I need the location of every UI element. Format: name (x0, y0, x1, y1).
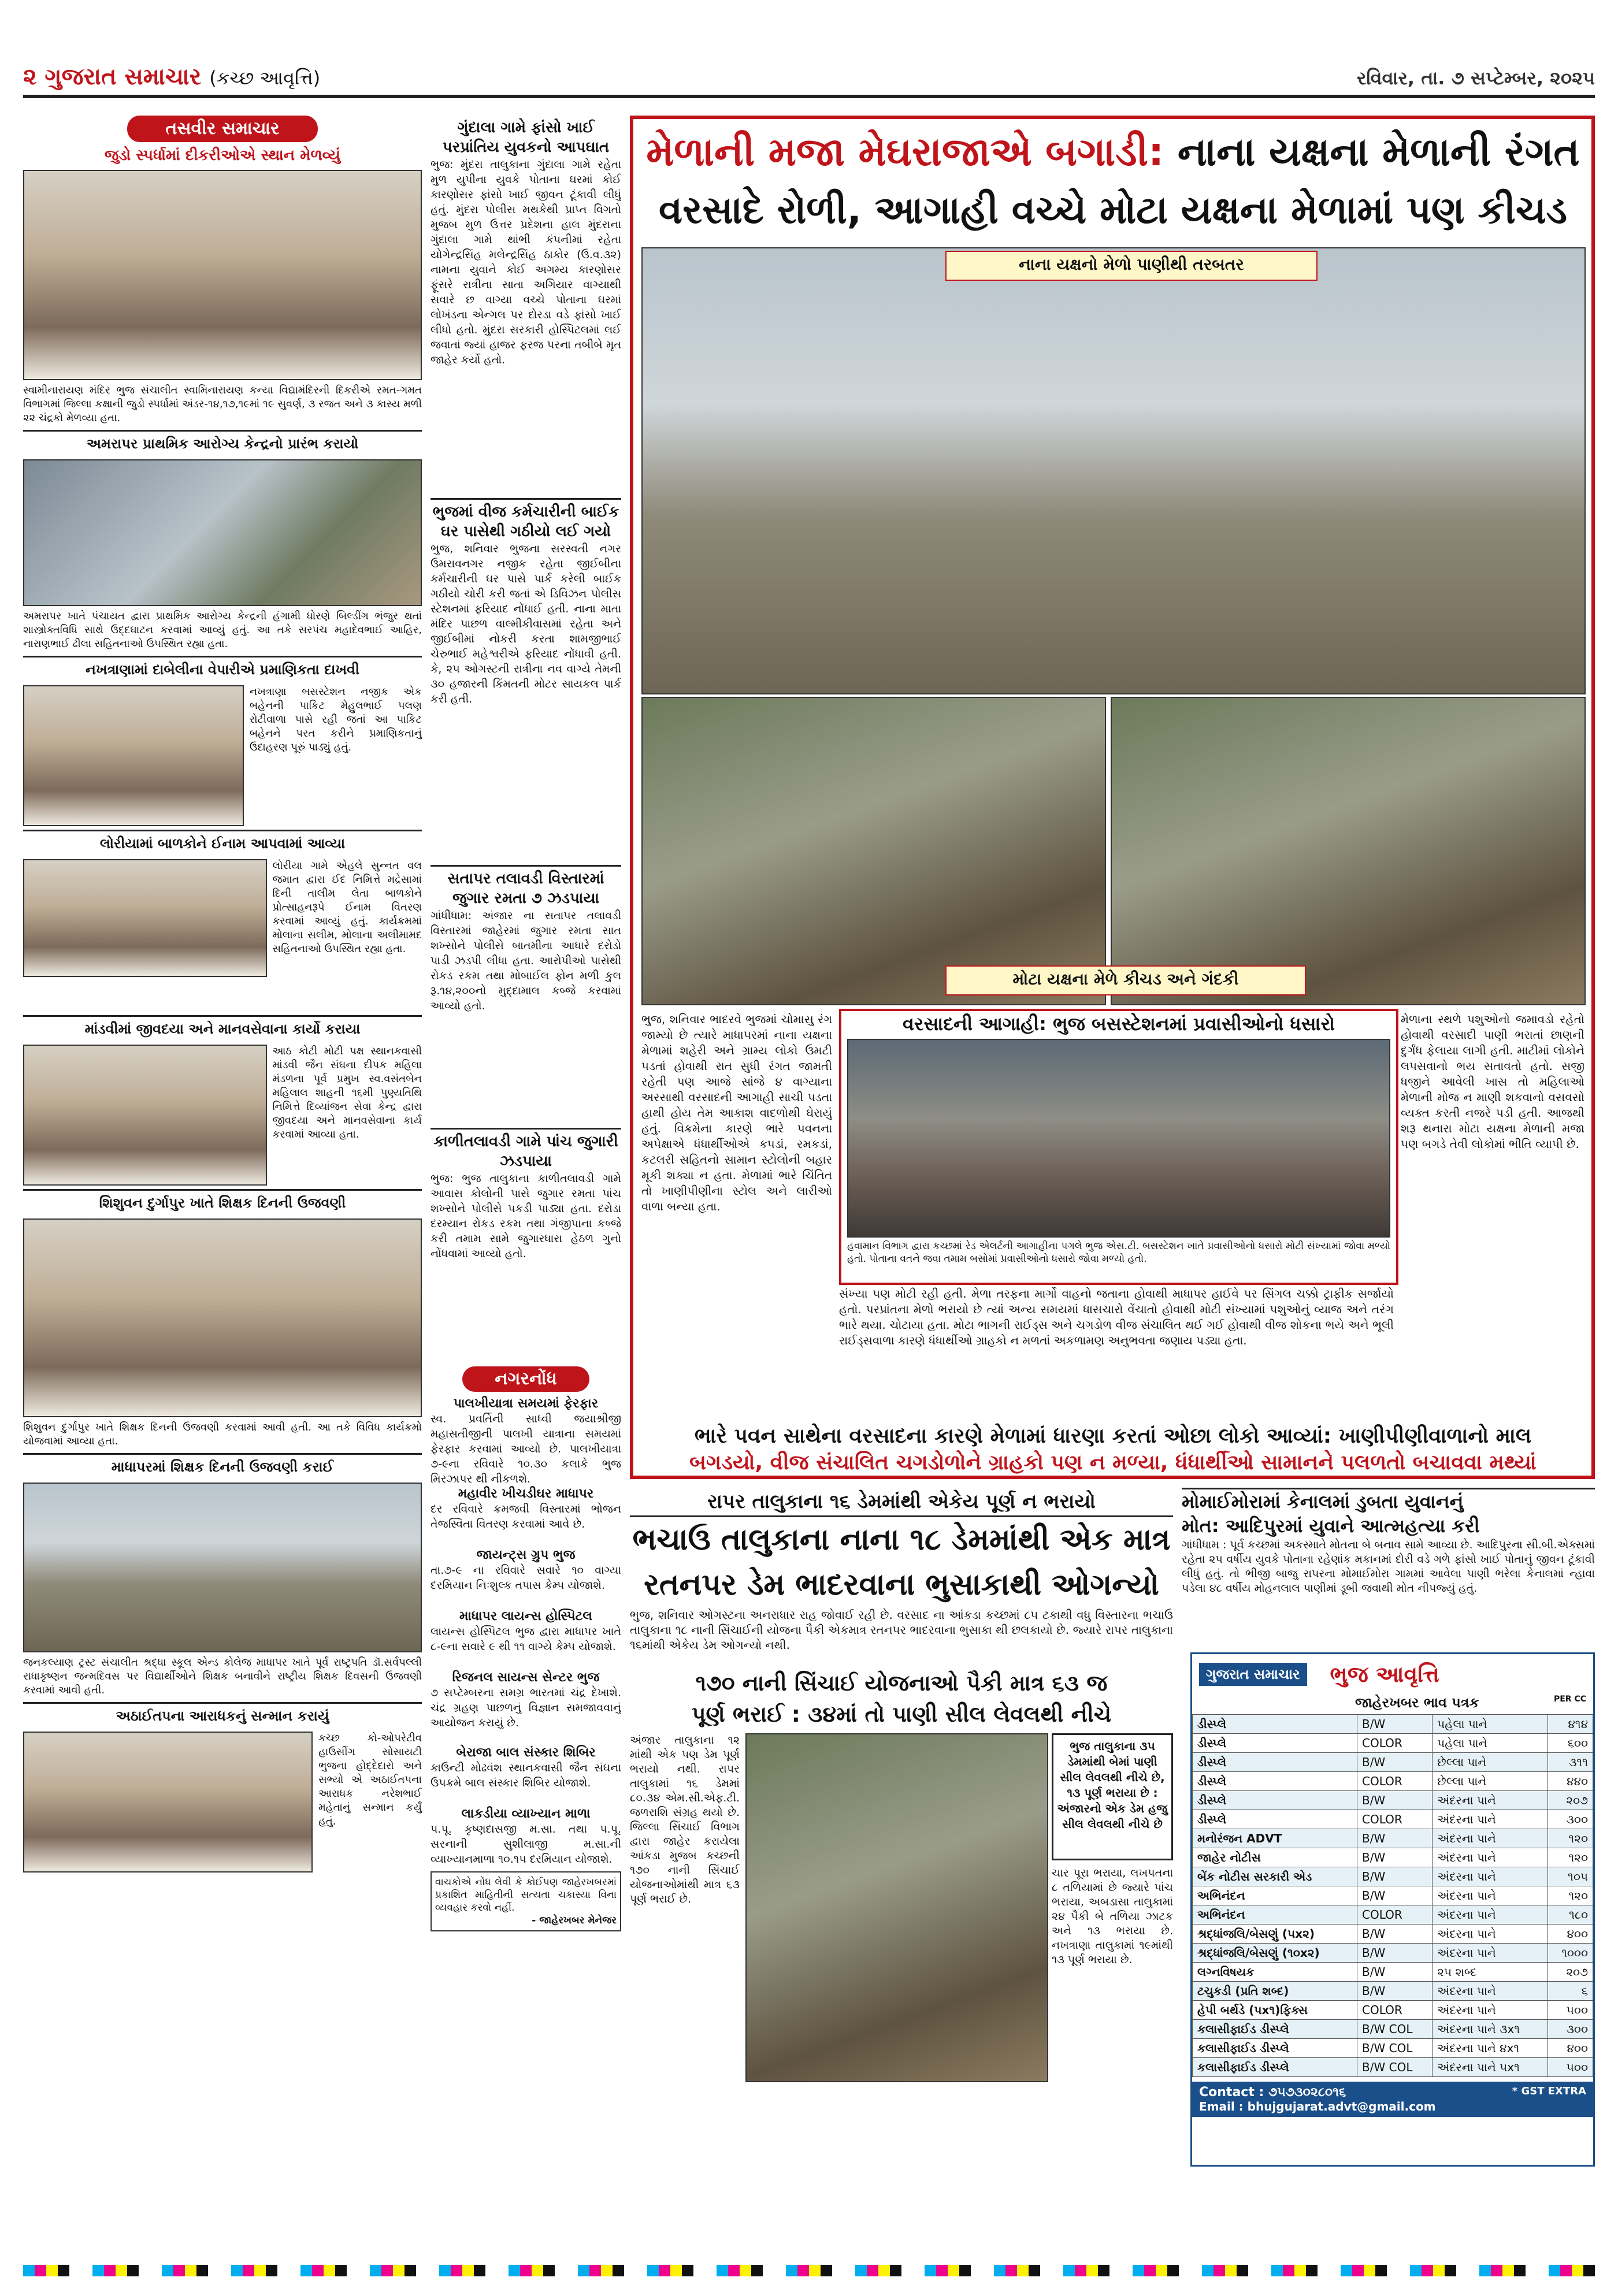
rate-cell: પહેલા પાને (1433, 1715, 1548, 1734)
nondh-title-5: બેરાજા બાલ સંસ્કાર શિબિર (456, 1745, 596, 1760)
rate-cell: B/W COL (1357, 2058, 1433, 2077)
lead-headline-1 (639, 124, 1587, 181)
rate-cell: અંદરના પાને (1433, 1810, 1548, 1829)
rate-cell: શ્રદ્ધાંજલિ/બેસણું (૧૦x૨) (1193, 1944, 1357, 1963)
issue-date: રવિવાર, તા. ૭ સપ્ટેમ્બર, ૨૦૨૫ (1356, 67, 1595, 89)
rate-card-contact (1192, 2082, 1593, 2117)
loriya-row (23, 859, 422, 1015)
rate-cell: બેંક નોટીસ સરકારી એડ (1193, 1867, 1357, 1886)
photo-judo-girls (23, 170, 422, 380)
masthead (23, 64, 1595, 98)
rate-cell: ૩૦૦ (1548, 1810, 1593, 1829)
rate-cell: COLOR (1357, 1905, 1433, 1925)
photo-bus-station-crowd (847, 1039, 1390, 1238)
section-badge-nagarnondh: નગરનોંધ (462, 1366, 589, 1392)
news-column-2 (431, 116, 621, 2167)
rate-row (1193, 1753, 1593, 1772)
canal-body: ગાંધીધામ : પૂર્વ કચ્છમાં અકસ્માતે મોતના બે બનાવ સામે આવ્યા છે. આદિપુરના સી.બી.એક્સમાં રહેતા ૨૫ વર્ષીય યુવકે પોતાના રહેણાંક મકાનમાં દોરી વડે ગળે ફાંસો ખાઈ પોતાનું જીવન ટૂંકાવી લીધું હતું. તો ભીજી બાજુ રાપરના મોમાઈમોરા ગામમાં આવેલા પાણી ભરેલા કેનાલમાં ન્હાવા પડેલા ૪૮ વર્ષીય મોહનલાલ પાણીમાં ડૂબી જવાથી મોત નીપજ્યું હતું. (1182, 1539, 1595, 1595)
nondh-body-0: સ્વ. પ્રવર્તિની સાધ્વી જયાશ્રીજી મહાસતીજીની પાલખી યાત્રાના સમયમાં ફેરફાર કરવામાં આવ્યો છે. પાલખીયાત્રા ૭-૯ના રવિવારે ૧૦.૩૦ કલાકે ભુજ મિરઝાપર થી નીકળશે. (431, 1413, 621, 1485)
rate-row (1193, 1944, 1593, 1963)
caption-loriya: લોરીયા ગામે એહલે સુન્નત વલ જમાત દ્વારા ઈદ નિમિત્તે મદ્રેસામાં દિની તાલીમ લેતા બાળકોને પ્રોત્સાહનરૂપે ઈનામ વિતરણ કરવામાં આવ્યું હતું. કાર્યક્રમમાં મોલાના સલીમ, મોલાના અલીમામદ સહિતનાઓ ઉપસ્થિત રહ્યા હતા. (272, 860, 422, 955)
rate-cell: B/W (1357, 1886, 1433, 1905)
story-title-satapar-gambling: સતાપર તલાવડી વિસ્તારમાં જુગાર રમતા ૭ ઝડપાયા (431, 865, 621, 908)
story-body-kalitalavdi: ભુજ: ભુજ તાલુકાના કાળીતલાવડી ગામે આવાસ કોલોની પાસે જુગાર રમતા પાંચ શખ્સોને પોલીસે પકડી પાડ્યા હતા. દરોડા દરમ્યાન રોકડ રકમ તથા ગંજીપાના કબ્જે કરી તમામ સામે જુગારધારા હેઠળ ગુનો નોંધવામાં આવ્યો હતો. (431, 1172, 621, 1260)
print-registration-marks (23, 2265, 1595, 2276)
rate-cell: લગ્નવિષયક (1193, 1963, 1357, 1982)
rate-cell: અંદરના પાને (1433, 1886, 1548, 1905)
story-body-bike-theft: ભુજ, શનિવાર ભુજના સરસ્વતી નગર ઉમરાવનગર નજીક રહેતા જીઈબીના કર્મચારીની ઘર પાસે પાર્ક કરેલી બાઈક ગઠીયો ચોરી કરી જતાં એ ડિવિઝન પોલીસ સ્ટેશનમાં ફરિયાદ નોંધાઈ હતી. નાના માતા મંદિર પાછળ વાલ્મીકીવાસમાં રહેતા અને જીઈબીમાં નોકરી કરતા શામજીભાઈ ચેરુભાઈ મહેશ્વરીએ ફરિયાદ નોંધાવી હતી. કે, ૨૫ ઓગસ્ટની રાત્રીના નવ વાગ્યે તેમની ૩૦ હજારની કિંમતની મોટર સાયકલ પાર્ક કરી હતી. (431, 543, 621, 705)
rate-row (1193, 1715, 1593, 1734)
section-badge-photo-news: તસવીર સમાચાર (127, 116, 318, 142)
rate-cell: અંદરના પાને (1433, 1925, 1548, 1944)
story-title-bike-theft: ભુજમાં વીજ કર્મચારીની બાઈક ઘર પાસેથી ગઠીયો લઈ ગયો (431, 498, 621, 541)
rate-cell: કલાસીફાઈડ ડીસ્પ્લે (1193, 2020, 1357, 2039)
lead-headline-1-black: નાના યક્ષના મેળાની રંગત (1177, 129, 1580, 175)
rate-cell: ૧૦૫ (1548, 1867, 1593, 1886)
rate-cell: ૨૦૭ (1548, 1963, 1593, 1982)
rate-cell: ૧૨૦ (1548, 1829, 1593, 1848)
rate-cell: ૬ (1548, 1982, 1593, 2001)
ad-disclaimer: વાચકોએ નોંધ લેવી કે કોઈપણ જાહેરખબરમાં પ્રકાશિત માહિતીની સત્યતા ચકાસ્યા વિના વ્યવહાર કરવો નહીં. (435, 1877, 617, 1914)
rate-row (1193, 1734, 1593, 1753)
caption-shishuvan: શિશુવન દુર્ગાપુર ખાતે શિક્ષક દિનની ઉજવણી કરવામાં આવી હતી. આ તકે વિવિધ કાર્યક્રમો યોજવામાં આવ્યા હતા. (23, 1421, 422, 1447)
dam-callout: ભુજ તાલુકાના ૩૫ ડેમમાંથી બેમાં પાણી સીલ લેવલથી નીચે છે, ૧૩ પૂર્ણ ભરાયા છે : અંજારનો એક ડેમ હજુ સીલ લેવલથી નીચે છે (1052, 1733, 1173, 1860)
item-title-shishuvan: શિશુવન દુર્ગાપુર ખાતે શિક્ષક દિનની ઉજવણી (23, 1189, 422, 1218)
rate-cell: B/W (1357, 1982, 1433, 2001)
lead-bottom-banner-2: બગડયો, વીજ સંચાલિત ચગડોળોને ગ્રાહકો પણ ન મળ્યા, ધંધાર્થીઓ સામાનને પલળતો બચાવવા મથ્યાં (689, 1451, 1537, 1474)
rate-row (1193, 1925, 1593, 1944)
rate-cell: ૧૨૦ (1548, 1886, 1593, 1905)
rate-row (1193, 2039, 1593, 2058)
rate-row (1193, 1772, 1593, 1791)
rate-cell: હેપી બર્થડે (૫x૧)ફિક્સ (1193, 2001, 1357, 2020)
rate-cell: ૪૪૦ (1548, 1772, 1593, 1791)
canal-title-2: મોત: આદિપુરમાં યુવાને આત્મહત્યા કરી (1182, 1515, 1480, 1537)
rate-cell: કલાસીફાઈડ ડીસ્પ્લે (1193, 2058, 1357, 2077)
caption-nakhatrana: નખત્રાણા બસસ્ટેશન નજીક એક બહેનની પાકિટ મેહુલભાઈ પલણ રોટીવાળા પાસે રહી જતાં આ પાકિટ બહેનને પરત કરીને પ્રમાણિકતાનું ઉદાહરણ પૂરું પાડ્યું હતું. (249, 686, 422, 753)
rate-cell: અભિનંદન (1193, 1886, 1357, 1905)
nondh-title-2: જાયન્ટ્સ ગ્રુપ ભુજ (476, 1548, 576, 1562)
item-title-loriya: લોરીયામાં બાળકોને ઈનામ આપવામાં આવ્યા (23, 830, 422, 859)
rate-row (1193, 1982, 1593, 2001)
rate-cell: ૨૫ શબ્દ (1433, 1963, 1548, 1982)
rate-row (1193, 1886, 1593, 1905)
photo-mandvi-seva (23, 1045, 267, 1186)
paper-name: ગુજરાત સમાચાર (44, 64, 202, 90)
rate-cell: B/W (1357, 1925, 1433, 1944)
rate-cell: ટચુકડી (પ્રતિ શબ્દ) (1193, 1982, 1357, 2001)
nondh-title-0: પાલખીયાત્રા સમયમાં ફેરફાર (453, 1396, 599, 1411)
edition-label: (કચ્છ આવૃત્તિ) (209, 67, 321, 89)
canal-title-1: મોમાઈમોરામાં કેનાલમાં ડુબતા યુવાનનું (1182, 1488, 1595, 1514)
page-number: ૨ (23, 64, 37, 90)
rate-cell: COLOR (1357, 1772, 1433, 1791)
dam-kicker: રાપર તાલુકાના ૧૬ ડેમમાંથી એકેય પૂર્ણ ન ભરાયો (630, 1488, 1173, 1517)
rate-cell: અંદરના પાને (1433, 1944, 1548, 1963)
dam-intro: ભુજ, શનિવાર ઓગસ્ટના અનરાધાર રાહ જોવાઈ રહી છે. વરસાદ ના આંકડા કચ્છમાં ૮૫ ટકાથી વધુ વિસ્તારના ભચાઉ તાલુકાના ૧૮ નાની સિંચાઈની યોજના પૈકી એકમાત્ર રતનપર ભાદરવાના ભુસાકા થી છલકાયો છે. જ્યારે રાપર તાલુકાના ૧૬માંથી એકેય ડેમ ઓગન્યો નથી. (630, 1608, 1173, 1652)
nondh-body-5: કાઉન્ટી મોઢવંશ સ્થાનકવાસી જૈન સંઘના ઉપક્રમે બાલ સંસ્કાર શિબિર યોજાશે. (431, 1762, 621, 1789)
rate-cell: ૨૦૭ (1548, 1791, 1593, 1810)
item-title-mandvi: માંડવીમાં જીવદયા અને માનવસેવાના કાર્યો કરાયા (23, 1015, 422, 1045)
photo-mota-yaksh-mud-1 (641, 697, 1106, 1005)
ad-disclaimer-box (431, 1871, 621, 1931)
dam-headline-1: ભચાઉ તાલુકાના નાના ૧૮ ડેમમાંથી એક માત્ર (632, 1522, 1171, 1557)
item-title-judo: જુડો સ્પર્ધામાં દીકરીઓએ સ્થાન મેળવ્યું (104, 147, 341, 164)
canal-drowning-story (1182, 1488, 1595, 1644)
rate-cell: અભિનંદન (1193, 1905, 1357, 1925)
rate-cell: છેલ્લા પાને (1433, 1753, 1548, 1772)
photo-athai-honour (23, 1732, 313, 1873)
dam-story (630, 1488, 1173, 2169)
rate-card-subtitle: જાહેરખબર ભાવ પત્રક (1355, 1695, 1479, 1711)
rate-cell: B/W (1357, 1963, 1433, 1982)
rate-cell: ૪૦૦ (1548, 1925, 1593, 1944)
photo-shishuvan-teachers-day (23, 1218, 422, 1417)
caption-athai: કચ્છ કો-ઓપરેટીવ હાઉસીંગ સોસાયટી ભુજના હોદ્દેદારો અને સભ્યો એ અઠાઈતપના આરાધક નરેશભાઈ મહેતાનું સન્માન કર્યું હતું. (318, 1732, 422, 1827)
nondh-title-6: લાકડીયા વ્યાખ્યાન માળા (461, 1807, 591, 1821)
rate-cell: ૧૦૦૦ (1548, 1944, 1593, 1963)
rate-row (1193, 1963, 1593, 1982)
rate-cell: ૪૦૦ (1548, 2039, 1593, 2058)
nondh-body-1: દર રવિવારે ક્રમજવી વિસ્તારમાં ભોજન તેજસ્વિતા વિતરણ કરવામાં આવે છે. (431, 1503, 621, 1530)
gst-note: * GST EXTRA (1512, 2085, 1586, 2097)
dam-subhead-2: પૂર્ણ ભરાઈ : ૩૪માં તો પાણી સીલ લેવલથી નીચે (691, 1701, 1112, 1727)
lead-bottom-banner-1: ભારે પવન સાથેના વરસાદના કારણે મેળામાં ધારણા કરતાં ઓછા લોકો આવ્યાં: ખાણીપીણીવાળાનો માલ (694, 1424, 1532, 1448)
rate-card-title: ભુજ આવૃત્તિ (1330, 1661, 1439, 1687)
rate-cell: B/W (1357, 1848, 1433, 1867)
photo-ratanpar-dam (745, 1733, 1048, 2082)
rate-card-header (1192, 1654, 1593, 1695)
nakhatrana-row (23, 685, 422, 830)
rate-cell: અંદરના પાને (1433, 2001, 1548, 2020)
rate-cell: ૧૨૦ (1548, 1848, 1593, 1867)
photo-loriya-children (23, 859, 267, 977)
nondh-title-3: માધાપર લાયન્સ હોસ્પિટલ (459, 1609, 593, 1623)
rate-cell: ૧૮૦ (1548, 1905, 1593, 1925)
photo-label-nana-yaksh: નાના યક્ષનો મેળો પાણીથી તરબતર (945, 251, 1318, 281)
dam-subhead-1: ૧૭૦ નાની સિંચાઈ યોજનાઓ પૈકી માત્ર ૬૩ જ (695, 1670, 1108, 1696)
lead-body-right: મેળાના સ્થળે પશુઓનો જમાવડો રહેતો હોવાથી વરસાદી પાણી ભરાતાં છાણની દુર્ગંધ ફેલાયા લાગી હતી. માટીમાં લોકોને લપસવાનો ભય સતાવતો હતો. સજી ધજીને આવેલી ખાસ તો મહિલાઓ મેળાની મોજ ન માણી શકવાનો વસવસો વ્યક્ત કરતી નજરે પડી હતી. આજથી શરૂ થનારા મોટા યક્ષના મેળાની મજા પણ બગડે તેવી લોકોમાં ભીતિ વ્યાપી છે. (1401, 1012, 1584, 1151)
dam-body-2: ચાર પૂરા ભરાયા, લખપતના ૮ તળિયામાં છે જ્યારે પાંચ ભરાયા, અબડાસા તાલુકામાં ૨૪ પૈકી બે તળિયા ઝાટક અને ૧૩ ભરાયા છે. નખત્રાણા તાલુકામાં ૧૯માંથી ૧૩ પૂર્ણ ભરાયા છે. (1052, 1867, 1173, 1966)
rate-cell: COLOR (1357, 1734, 1433, 1753)
photo-mota-yaksh-mud-2 (1111, 697, 1586, 1005)
rate-cell: ડીસ્પ્લે (1193, 1734, 1357, 1753)
rate-cell: ૫૦૦ (1548, 2058, 1593, 2077)
rate-cell: ડીસ્પ્લે (1193, 1772, 1357, 1791)
story-body-gundala: ભુજ: મુંદરા તાલુકાના ગુંદાલા ગામે રહેતા મુળ યુપીના યુવકે પોતાના ઘરમાં કોઈ કારણોસર ફાંસો ખાઈ જીવન ટૂંકાવી લીધું હતું. મુંદરા પોલીસ મથકેથી પ્રાપ્ત વિગતો મુજબ મુળ ઉત્તર પ્રદેશના હાલ મુંદરાના ગુંદાલા ગામે થાંભી કંપનીમાં રહેતા યોગેન્દ્રસિંહ મલેન્દ્રસિંહ ઠાકોર (ઉ.વ.૩૨) નામના યુવાને કોઈ અગમ્ય કારણોસર ફૂંસરે રાત્રીના સાતા અગિયાર વાગ્યાથી સવારે છ વાગ્યા વચ્ચે પોતાના ઘરમાં લોખંડના એન્ગલ પર દોરડા વડે ફાંસો ખાઈ લીધો હતો. મુંદરા સરકારી હોસ્પિટલમાં લઈ જવાતાં જ્યાં હાજર ફરજ પરના તબીબે મૃત જાહેર કર્યો હતો. (431, 158, 621, 366)
rate-cell: કલાસીફાઈડ ડીસ્પ્લે (1193, 2039, 1357, 2058)
rate-cell: ૫૦૦ (1548, 2001, 1593, 2020)
rate-cell: ડીસ્પ્લે (1193, 1753, 1357, 1772)
athai-row (23, 1732, 422, 1876)
rate-card-logo: ગુજરાત સમાચાર (1199, 1663, 1307, 1686)
email-label: Email : (1199, 2100, 1244, 2113)
rate-cell: અંદરના પાને (1433, 1848, 1548, 1867)
story-body-satapar-gambling: ગાંધીધામ: અંજાર ના સતાપર તલાવડી વિસ્તારમાં જાહેરમાં જુગાર રમતા સાત શખ્સોને પોલીસે બાતમીના આધારે દરોડો પાડી ઝડપી લીધા હતા. આરોપીઓ પાસેથી રોકડ રકમ તથા મોબાઈલ ફોન મળી કુલ રૂ.૧૪,૨૦૦નો મુદ્દામાલ કબ્જે કરવામાં આવ્યો હતો. (431, 909, 621, 1012)
mandvi-row (23, 1045, 422, 1189)
nondh-body-6: પ.પૂ. કૃષ્ણદાસજી મ.સા. તથા પ.પૂ. સરનાની સુશીલાજી મ.સા.ની વ્યાખ્યાનમાળા ૧૦.૧૫ દરમિયાન યોજાશે. (431, 1823, 621, 1866)
caption-madhapar: જનકલ્યાણ ટ્રસ્ટ સંચાલીત શ્રદ્ધા સ્કૂલ એન્ડ કોલેજ માધાપર ખાતે પૂર્વ રાષ્ટ્રપતિ ડૉ.સર્વપલ્લી રાધાકૃષ્ણન જન્મદિવસ પર વિદ્યાર્થીઓને શિક્ષક બનાવીને રાષ્ટ્રીય શિક્ષક દિવસની ઉજવણી કરવામાં આવી હતી. (23, 1656, 422, 1696)
rate-cell: ૩૧૧ (1548, 1753, 1593, 1772)
rate-cell: છેલ્લા પાને (1433, 1772, 1548, 1791)
dam-body: અંજાર તાલુકાના ૧૨ માંથી એક પણ ડેમ પૂર્ણ ભરાયો નથી. રાપર તાલુકામાં ૧૬ ડેમમાં ૮૦.૩૪ એમ.સી.એફ.ટી. જળરાશિ સંગ્રહ થયો છે. જિલ્લા સિંચાઈ વિભાગ દ્વારા જાહેર કરાયેલા આંકડા મુજબ કચ્છની ૧૭૦ નાની સિંચાઈ યોજનાઓમાંથી માત્ર ૬૩ પૂર્ણ ભરાઈ છે. (630, 1734, 740, 1905)
rate-cell: B/W (1357, 1944, 1433, 1963)
caption-amrapar: અમરાપર ખાતે પંચાયત દ્વારા પ્રાથમિક આરોગ્ય કેન્દ્રની હંગામી ધોરણે બિલ્ડીંગ ભંજુર થતાં શાસ્ત્રોક્તવિધિ સાથે ઉદ્દઘાટન કરવામાં આવ્યું હતું. આ તકે સરપંચ મહાદેવભાઈ આહિર, નારાણભાઈ ઢીલા સહિતનાઓ ઉપસ્થિત રહ્યા હતા. (23, 610, 422, 650)
rate-cell: COLOR (1357, 1810, 1433, 1829)
photo-label-mota-yaksh: મોટા યક્ષના મેળે કીચડ અને ગંદકી (945, 965, 1306, 995)
rate-cell: B/W COL (1357, 2020, 1433, 2039)
contact-label: Contact : (1199, 2085, 1264, 2100)
rate-row (1193, 1810, 1593, 1829)
rate-card-per-cc: PER CC (1553, 1695, 1586, 1704)
contact-email-row (1199, 2100, 1586, 2113)
rate-cell: પહેલા પાને (1433, 1734, 1548, 1753)
nondh-title-4: રિજનલ સાયન્સ સેન્ટર ભુજ (452, 1670, 600, 1685)
rate-row (1193, 2020, 1593, 2039)
bus-station-caption: હવામાન વિભાગ દ્વારા કચ્છમાં રેડ એલર્ટની આગાહીના પગલે ભુજ એસ.ટી. બસસ્ટેશન ખાતે પ્રવાસીઓનો ધસારો મોટી સંખ્યામાં જોવા મળ્યો હતો. પોતાના વતને જવા તમામ બસોમાં પ્રવાસીઓનો ધસારો જોવા મળ્યો હતો. (847, 1240, 1390, 1265)
rate-cell: અંદરના પાને (1433, 1829, 1548, 1848)
rate-row (1193, 1829, 1593, 1848)
rate-row (1193, 1791, 1593, 1810)
ad-manager-sign: - જાહેરખબર મેનેજર (532, 1915, 617, 1926)
caption-judo: સ્વામીનારાયણ મંદિર ભુજ સંચાલીત સ્વામિનારાયણ કન્યા વિદ્યામંદિરની દિકરીએ રમત-ગમત વિભાગમાં જિલ્લા કક્ષાની જુડો સ્પર્ધામાં અંડર-૧૪,૧૭,૧૯માં ૧૯ સુવર્ણ, ૩ રજત અને ૩ કાસ્ય મળી ૨૨ ચંદ્રકો મેળવ્યા હતા. (23, 384, 422, 424)
rate-row (1193, 2001, 1593, 2020)
dam-body-area (630, 1730, 1173, 2088)
story-title-kalitalavdi: કાળીતલાવડી ગામે પાંચ જુગારી ઝડપાયા (431, 1128, 621, 1171)
rate-cell: ૩૦૦ (1548, 2020, 1593, 2039)
rate-cell: B/W (1357, 1829, 1433, 1848)
item-title-athai: અઠાઈતપના આરાધકનું સન્માન કરાયું (23, 1702, 422, 1732)
rate-row (1193, 1848, 1593, 1867)
contact-email[interactable]: bhujgujarat.advt@gmail.com (1247, 2100, 1436, 2113)
item-title-amrapar: અમરાપર પ્રાથમિક આરોગ્ય કેન્દ્રનો પ્રારંભ કરાયો (23, 430, 422, 459)
rate-cell: B/W (1357, 1867, 1433, 1886)
lead-body-bottom: સંખ્યા પણ મોટી રહી હતી. મેળા તરફના માર્ગો વાહનો જતાના હોવાથી માધાપર હાઈવે પર સિંગલ ચક્કો ટ્રાફીક સર્જાયો હતો. પરપ્રાંતના મેળો ભરાયો છે ત્યાં અન્ય સમયમાં ધાસચારો વેંચાતો હોવાથી મોટી સંખ્યામાં પશુઓનું વ્યાજ અને તરંગ ભારે થયા. ચોટાયા હતા. મોટા ભાગની રાઈડ્સ અને ચગડોળ વીજ સંચાલિત થઈ ગઈ હોવાથી વીજ શોકના ભયે અને ભૂલી રાઈડ્સવાળા કારણે ધંધાર્થીઓ ગ્રાહકો ન મળતાં અકળામણ અનુભવતા જણાય પડ્યા હતા. (839, 1287, 1394, 1347)
rate-cell: જાહેર નોટીસ (1193, 1848, 1357, 1867)
rate-row (1193, 2058, 1593, 2077)
ad-rate-card (1190, 1652, 1595, 2167)
rate-cell: અંદરના પાને (1433, 1982, 1548, 2001)
photo-madhapar-school (23, 1483, 422, 1652)
item-title-madhapar: માધાપરમાં શિક્ષક દિનની ઉજવણી કરાઈ (23, 1453, 422, 1483)
story-title-gundala: ગુંદાલા ગામે ફાંસો ખાઈ પરપ્રાંતિય યુવકનો આપઘાત (442, 119, 610, 156)
rate-cell: ૬૦૦ (1548, 1734, 1593, 1753)
rate-table (1192, 1714, 1593, 2077)
rate-cell: મનોરંજન ADVT (1193, 1829, 1357, 1848)
photo-news-column (23, 116, 422, 2167)
rate-cell: અંદરના પાને (1433, 1905, 1548, 1925)
lead-headline-2: વરસાદે રોળી, આગાહી વચ્ચે મોટા યક્ષના મેળામાં પણ કીચડ (659, 188, 1567, 232)
nondh-body-4: ૭ સપ્ટેમ્બરના સમગ્ર ભારતમાં ચંદ્ર દેખાશે. ચંદ્ર ગ્રહણ પાછળનું વિજ્ઞાન સમજાવવાનું આયોજન કરાયું છે. (431, 1686, 621, 1729)
rate-card-subheader (1192, 1695, 1593, 1711)
lead-story-box (630, 116, 1595, 1479)
rate-cell: B/W (1357, 1753, 1433, 1772)
contact-phone[interactable]: ૭૫૭૩૦૨૮૦૧૬ (1268, 2085, 1346, 2100)
rate-cell: શ્રદ્ધાંજલિ/બેસણું (૫x૨) (1193, 1925, 1357, 1944)
rate-cell: B/W (1357, 1791, 1433, 1810)
rate-cell: અંદરના પાને ૫x૧ (1433, 2058, 1548, 2077)
masthead-left (23, 64, 320, 90)
rate-cell: અંદરના પાને ૩x૧ (1433, 2020, 1548, 2039)
nondh-body-2: તા.૭-૯ ના રવિવારે સવારે ૧૦ વાગ્યા દરમિયાન નિઃશુલ્ક તપાસ કેમ્પ યોજાશે. (431, 1564, 621, 1592)
bus-station-title: વરસાદની આગાહી: ભુજ બસસ્ટેશનમાં પ્રવાસીઓનો ધસારો (903, 1013, 1335, 1035)
rate-cell: B/W COL (1357, 2039, 1433, 2058)
rate-cell: ડીસ્પ્લે (1193, 1791, 1357, 1810)
rate-row (1193, 1867, 1593, 1886)
rate-cell: COLOR (1357, 2001, 1433, 2020)
photo-amrapar-health-center (23, 459, 422, 606)
rate-cell: અંદરના પાને (1433, 1867, 1548, 1886)
nondh-title-1: મહાવીર ખીચડીઘર માધાપર (458, 1487, 594, 1501)
rate-cell: B/W (1357, 1715, 1433, 1734)
caption-mandvi: આઠ કોટી મોટી પક્ષ સ્થાનકવાસી માંડવી જૈન સંઘના દીપક મહિલા મંડળના પૂર્વ પ્રમુખ સ્વ.વસંતબેન મહિલાલ શાહની ૧૬મી પુણ્યતિથિ નિમિત્તે દિવ્યાંજન સેવા કેન્દ્ર દ્વારા જીવદયા અને માનવસેવાના કાર્ય કરવામાં આવ્યા હતા. (272, 1045, 422, 1140)
nondh-body-3: લાયન્સ હોસ્પિટલ ભુજ દ્વારા માધાપર ખાતે ૮-૯ના સવારે ૯ થી ૧૧ વાગ્યે કેમ્પ યોજાશે. (431, 1625, 621, 1653)
rate-cell: અંદરના પાને ૪x૧ (1433, 2039, 1548, 2058)
photo-nakhatrana-honesty (23, 685, 244, 826)
rate-cell: ૪૧૪ (1548, 1715, 1593, 1734)
dam-headline-2: રતનપર ડેમ ભાદરવાના ભુસાકાથી ઓગન્યો (644, 1567, 1159, 1602)
bus-station-subbox (839, 1009, 1398, 1285)
item-title-nakhatrana: નખત્રાણામાં દાબેલીના વેપારીએ પ્રમાણિકતા દાખવી (23, 656, 422, 685)
lead-headline-1-red: મેળાની મજા મેઘરાજાએ બગાડી: (646, 129, 1164, 175)
rate-row (1193, 1905, 1593, 1925)
photo-nana-yaksh-fair (641, 247, 1586, 694)
lead-body-left: ભુજ, શનિવાર ભાદરવે ભુજમાં ચોમાસુ રંગ જામ્યો છે ત્યારે માધાપરમાં નાના યક્ષના મેળામાં શહેરી અને ગ્રામ્ય લોકો ઉમટી પડતાં હોવાથી રાત સુધી રંગત જામતી રહેતી પણ આજે સાંજે ૪ વાગ્યાના અરસાથી વરસાદની આગાહી સાચી પડતા હાથી હોય તેમ આકાશ વાદળોથી ઘેરાયું હતું. વિક્રમેના કારણે ભારે પવનના અપેક્ષાએ ધંધાર્થીઓએ કપડાં, રમકડાં, કટલરી સહિતનો સામાન સ્ટોલોની બહાર મૂકી શક્યા ન હતા. મેળામાં ભારે ચિંતિત તો ખાણીપીણીના સ્ટોલ અને લારીઓ વાળા બન્યા હતા. (641, 1012, 832, 1213)
rate-cell: અંદરના પાને (1433, 1791, 1548, 1810)
rate-cell: ડીસ્પ્લે (1193, 1715, 1357, 1734)
rate-cell: ડીસ્પ્લે (1193, 1810, 1357, 1829)
